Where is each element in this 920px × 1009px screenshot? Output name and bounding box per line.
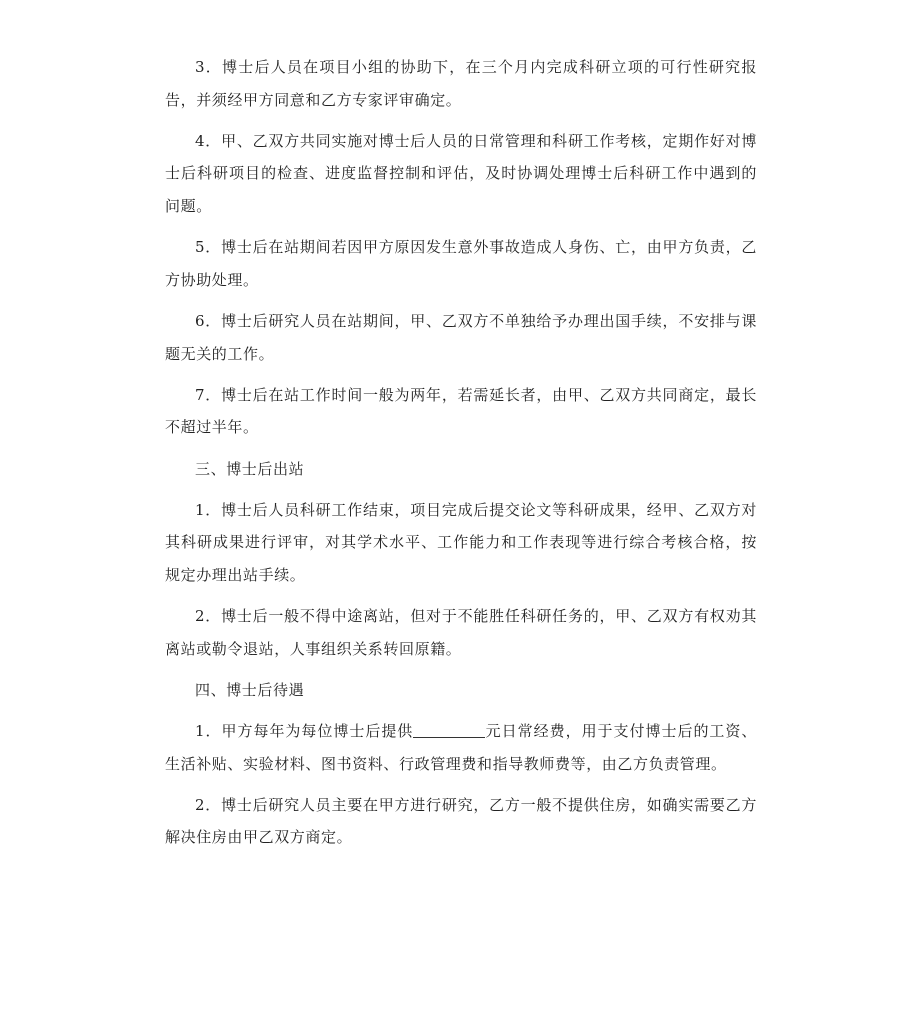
paragraph-item-7: 7．博士后在站工作时间一般为两年，若需延长者，由甲、乙双方共同商定，最长不超过半年。 <box>165 385 757 437</box>
paragraph-exit-1: 1．博士后人员科研工作结束，项目完成后提交论文等科研成果，经甲、乙双方对其科研成果进行评审，对其学术水平、工作能力和工作表现等进行综合考核合格，按规定办理出站手续。 <box>165 500 757 584</box>
section-heading-benefits: 四、博士后待遇 <box>195 680 305 699</box>
paragraph-item-6: 6．博士后研究人员在站期间，甲、乙双方不单独给予办理出国手续，不安排与课题无关的工作。 <box>165 311 757 363</box>
paragraph-item-3: 3．博士后人员在项目小组的协助下，在三个月内完成科研立项的可行性研究报告，并须经甲方同意和乙方专家评审确定。 <box>165 58 757 109</box>
document-page <box>165 51 757 863</box>
paragraph-benefits-1-lead: 1．甲方每年为每位博士后提供 <box>195 722 414 741</box>
paragraph-benefits-2: 2．博士后研究人员主要在甲方进行研究，乙方一般不提供住房，如确实需要乙方解决住房由甲乙双方商定。 <box>165 795 757 847</box>
paragraph-benefits-1 <box>165 715 757 780</box>
section-heading-exit: 三、博士后出站 <box>195 459 305 478</box>
funding-amount-blank <box>413 722 485 738</box>
paragraph-benefits-1-tail: 元日常经费，用于支付博士后的工资、生活补贴、实验材料、图书资料、行政管理费和指导教师费等，由乙方负责管理。 <box>165 722 757 773</box>
paragraph-item-4: 4．甲、乙双方共同实施对博士后人员的日常管理和科研工作考核，定期作好对博士后科研项目的检查、进度监督控制和评估，及时协调处理博士后科研工作中遇到的问题。 <box>165 131 757 215</box>
paragraph-exit-2: 2．博士后一般不得中途离站，但对于不能胜任科研任务的，甲、乙双方有权劝其离站或勒令退站，人事组织关系转回原籍。 <box>165 607 757 658</box>
paragraph-item-5: 5．博士后在站期间若因甲方原因发生意外事故造成人身伤、亡，由甲方负责，乙方协助处理。 <box>165 238 757 289</box>
